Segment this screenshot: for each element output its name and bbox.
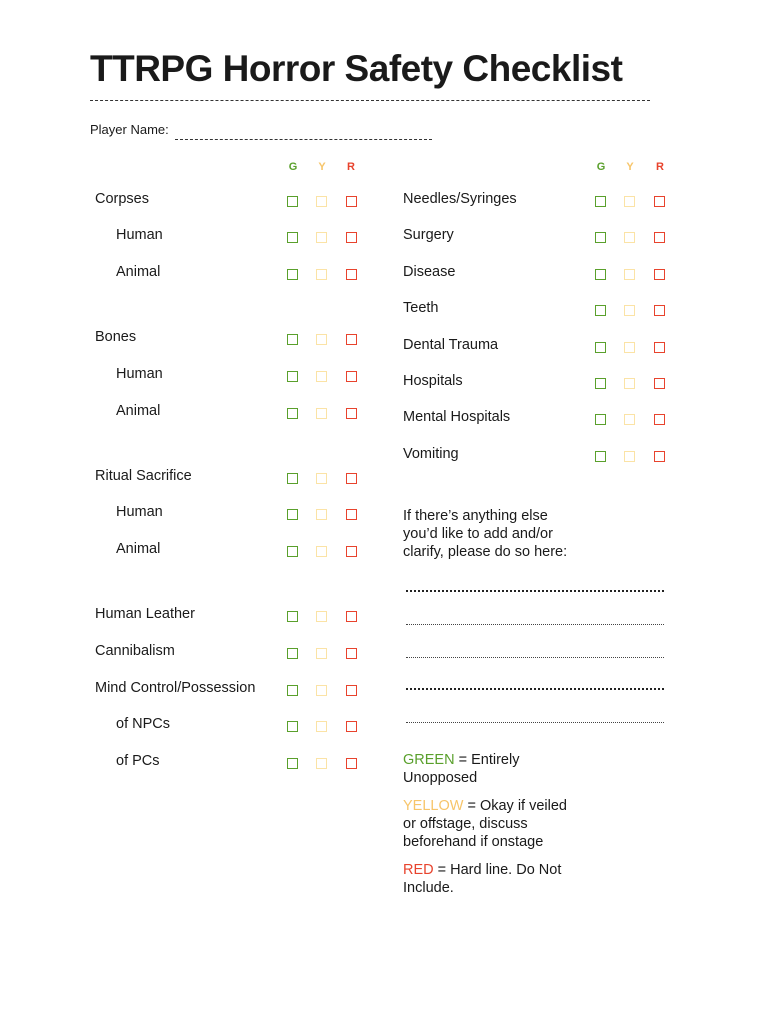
right-red-checkbox[interactable] bbox=[654, 305, 665, 316]
left-red-checkbox[interactable] bbox=[346, 546, 357, 557]
left-yellow-checkbox[interactable] bbox=[316, 196, 327, 207]
left-header-red: R bbox=[347, 161, 355, 173]
left-yellow-checkbox[interactable] bbox=[316, 232, 327, 243]
right-yellow-checkbox[interactable] bbox=[624, 196, 635, 207]
right-red-checkbox[interactable] bbox=[654, 196, 665, 207]
right-red-checkbox[interactable] bbox=[654, 232, 665, 243]
right-header-red: R bbox=[656, 161, 664, 173]
left-item-label: Human bbox=[116, 227, 163, 243]
right-red-checkbox[interactable] bbox=[654, 451, 665, 462]
right-yellow-checkbox[interactable] bbox=[624, 342, 635, 353]
player-name-label: Player Name: bbox=[90, 122, 169, 137]
left-green-checkbox[interactable] bbox=[287, 611, 298, 622]
right-green-checkbox[interactable] bbox=[595, 305, 606, 316]
left-yellow-checkbox[interactable] bbox=[316, 371, 327, 382]
left-yellow-checkbox[interactable] bbox=[316, 269, 327, 280]
left-green-checkbox[interactable] bbox=[287, 648, 298, 659]
notes-line-3[interactable] bbox=[406, 657, 664, 658]
left-red-checkbox[interactable] bbox=[346, 758, 357, 769]
left-red-checkbox[interactable] bbox=[346, 648, 357, 659]
right-item-label: Disease bbox=[403, 264, 456, 280]
notes-line-1[interactable] bbox=[406, 590, 664, 592]
left-red-checkbox[interactable] bbox=[346, 408, 357, 419]
notes-prompt: If there’s anything else you’d like to add and/or clarify, please do so here: bbox=[403, 508, 568, 560]
legend-yellow bbox=[403, 797, 583, 851]
left-yellow-checkbox[interactable] bbox=[316, 648, 327, 659]
right-yellow-checkbox[interactable] bbox=[624, 378, 635, 389]
right-red-checkbox[interactable] bbox=[654, 269, 665, 280]
legend-red-word: RED bbox=[403, 862, 434, 878]
left-item-label: Cannibalism bbox=[95, 643, 175, 659]
left-item-label: Human bbox=[116, 504, 163, 520]
legend-red-text: = Hard line. Do Not Include. bbox=[403, 862, 562, 896]
legend-yellow-word: YELLOW bbox=[403, 798, 464, 814]
player-name-field[interactable] bbox=[175, 139, 432, 140]
left-red-checkbox[interactable] bbox=[346, 721, 357, 732]
left-red-checkbox[interactable] bbox=[346, 334, 357, 345]
right-item-label: Vomiting bbox=[403, 446, 459, 462]
right-yellow-checkbox[interactable] bbox=[624, 451, 635, 462]
left-yellow-checkbox[interactable] bbox=[316, 546, 327, 557]
legend-yellow-text: = Okay if veiled or offstage, discuss beforehand if onstage bbox=[403, 798, 567, 850]
left-item-label: of NPCs bbox=[116, 716, 170, 732]
right-header-green: G bbox=[596, 161, 606, 173]
left-red-checkbox[interactable] bbox=[346, 232, 357, 243]
left-yellow-checkbox[interactable] bbox=[316, 509, 327, 520]
page-title: TTRPG Horror Safety Checklist bbox=[90, 48, 623, 89]
left-green-checkbox[interactable] bbox=[287, 758, 298, 769]
right-item-label: Teeth bbox=[403, 300, 439, 316]
right-green-checkbox[interactable] bbox=[595, 414, 606, 425]
left-green-checkbox[interactable] bbox=[287, 473, 298, 484]
left-red-checkbox[interactable] bbox=[346, 371, 357, 382]
left-red-checkbox[interactable] bbox=[346, 196, 357, 207]
right-green-checkbox[interactable] bbox=[595, 232, 606, 243]
left-green-checkbox[interactable] bbox=[287, 721, 298, 732]
left-green-checkbox[interactable] bbox=[287, 269, 298, 280]
right-yellow-checkbox[interactable] bbox=[624, 269, 635, 280]
right-green-checkbox[interactable] bbox=[595, 378, 606, 389]
right-item-label: Needles/Syringes bbox=[403, 191, 517, 207]
left-yellow-checkbox[interactable] bbox=[316, 408, 327, 419]
left-yellow-checkbox[interactable] bbox=[316, 685, 327, 696]
right-green-checkbox[interactable] bbox=[595, 196, 606, 207]
notes-line-4[interactable] bbox=[406, 688, 664, 690]
left-green-checkbox[interactable] bbox=[287, 509, 298, 520]
left-red-checkbox[interactable] bbox=[346, 473, 357, 484]
notes-line-2[interactable] bbox=[406, 624, 664, 625]
left-item-label: Bones bbox=[95, 329, 137, 345]
right-item-label: Dental Trauma bbox=[403, 337, 499, 353]
left-red-checkbox[interactable] bbox=[346, 611, 357, 622]
right-green-checkbox[interactable] bbox=[595, 342, 606, 353]
left-item-label: Human bbox=[116, 366, 163, 382]
left-yellow-checkbox[interactable] bbox=[316, 473, 327, 484]
left-red-checkbox[interactable] bbox=[346, 685, 357, 696]
left-yellow-checkbox[interactable] bbox=[316, 334, 327, 345]
right-item-label: Hospitals bbox=[403, 373, 463, 389]
left-item-label: Corpses bbox=[95, 191, 149, 207]
right-green-checkbox[interactable] bbox=[595, 451, 606, 462]
right-yellow-checkbox[interactable] bbox=[624, 305, 635, 316]
right-yellow-checkbox[interactable] bbox=[624, 232, 635, 243]
right-green-checkbox[interactable] bbox=[595, 269, 606, 280]
left-item-label: Animal bbox=[116, 541, 161, 557]
right-item-label: Mental Hospitals bbox=[403, 409, 511, 425]
right-red-checkbox[interactable] bbox=[654, 342, 665, 353]
left-green-checkbox[interactable] bbox=[287, 546, 298, 557]
legend-green-text: = Entirely Unopposed bbox=[403, 752, 520, 786]
left-green-checkbox[interactable] bbox=[287, 196, 298, 207]
left-header-yellow: Y bbox=[318, 161, 326, 173]
right-item-label: Surgery bbox=[403, 227, 454, 243]
left-item-label: Human Leather bbox=[95, 606, 195, 622]
left-item-label: Mind Control/Possession bbox=[95, 680, 256, 696]
left-red-checkbox[interactable] bbox=[346, 509, 357, 520]
left-green-checkbox[interactable] bbox=[287, 334, 298, 345]
left-item-label: Animal bbox=[116, 264, 161, 280]
left-item-label: Ritual Sacrifice bbox=[95, 468, 192, 484]
left-item-label: of PCs bbox=[116, 753, 160, 769]
right-red-checkbox[interactable] bbox=[654, 414, 665, 425]
left-item-label: Animal bbox=[116, 403, 161, 419]
left-yellow-checkbox[interactable] bbox=[316, 611, 327, 622]
right-yellow-checkbox[interactable] bbox=[624, 414, 635, 425]
legend-red bbox=[403, 861, 583, 897]
legend-green bbox=[403, 751, 583, 787]
left-yellow-checkbox[interactable] bbox=[316, 758, 327, 769]
left-red-checkbox[interactable] bbox=[346, 269, 357, 280]
title-divider bbox=[90, 100, 650, 101]
right-red-checkbox[interactable] bbox=[654, 378, 665, 389]
left-green-checkbox[interactable] bbox=[287, 685, 298, 696]
right-header-yellow: Y bbox=[626, 161, 634, 173]
left-green-checkbox[interactable] bbox=[287, 408, 298, 419]
legend-green-word: GREEN bbox=[403, 752, 455, 768]
left-yellow-checkbox[interactable] bbox=[316, 721, 327, 732]
left-green-checkbox[interactable] bbox=[287, 232, 298, 243]
notes-line-5[interactable] bbox=[406, 722, 664, 723]
left-header-green: G bbox=[288, 161, 298, 173]
left-green-checkbox[interactable] bbox=[287, 371, 298, 382]
